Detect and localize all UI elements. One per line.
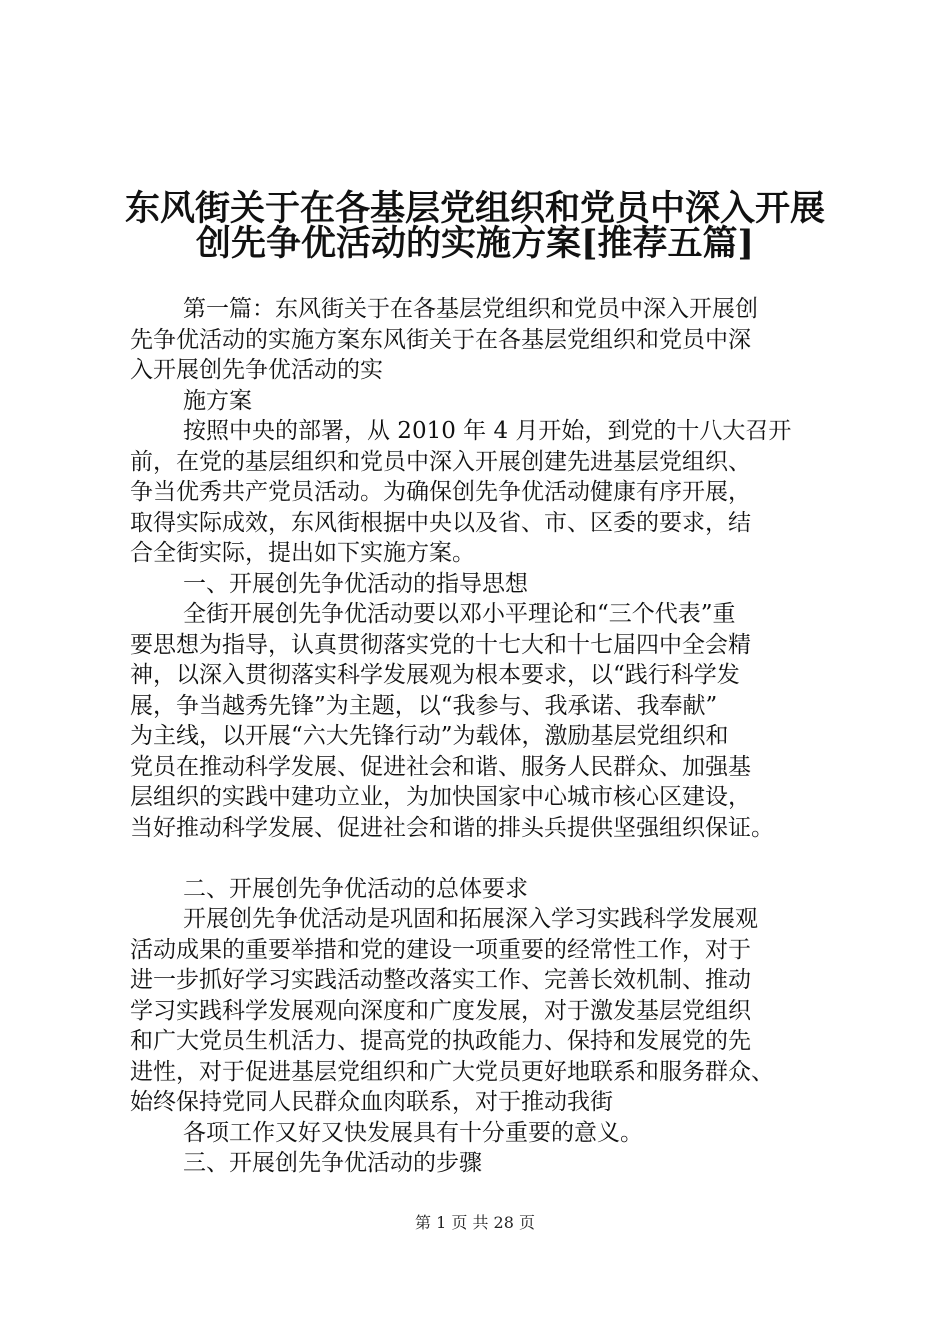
body-line: 神，以深入贯彻落实科学发展观为根本要求，以“践行科学发: [130, 662, 740, 688]
document-body: [130, 294, 840, 1179]
body-line: 当好推动科学发展、促进社会和谐的排头兵提供坚强组织保证。: [130, 814, 774, 841]
body-line: 层组织的实践中建功立业，为加快国家中心城市核心区建设，: [130, 784, 751, 810]
document-title-line-2: 创先争优活动的实施方案[推荐五篇]: [195, 223, 755, 264]
body-line: 进一步抓好学习实践活动整改落实工作、完善长效机制、推动: [130, 967, 751, 993]
body-line: 进性，对于促进基层党组织和广大党员更好地联系和服务群众、: [130, 1058, 774, 1085]
blank-line: [130, 843, 840, 874]
body-line: 一、开展创先争优活动的指导思想: [183, 570, 528, 597]
body-line: 争当优秀共产党员活动。为确保创先争优活动健康有序开展，: [130, 479, 751, 505]
body-line: 各项工作又好又快发展具有十分重要的意义。: [183, 1119, 643, 1146]
body-line: 施方案: [183, 387, 252, 414]
body-line: 和广大党员生机活力、提高党的执政能力、保持和发展党的先: [130, 1028, 751, 1054]
body-line: 展，争当越秀先锋”为主题，以“我参与、我承诺、我奉献”: [130, 692, 718, 719]
body-line: 三、开展创先争优活动的步骤: [183, 1150, 482, 1176]
body-line: 二、开展创先争优活动的总体要求: [183, 875, 528, 902]
body-line: 先争优活动的实施方案东风街关于在各基层党组织和党员中深: [130, 326, 751, 353]
body-line: 学习实践科学发展观向深度和广度发展，对于激发基层党组织: [130, 997, 751, 1024]
body-line: 要思想为指导，认真贯彻落实党的十七大和十七届四中全会精: [130, 631, 751, 658]
body-line: 全街开展创先争优活动要以邓小平理论和“三个代表”重: [183, 601, 736, 627]
body-line: 党员在推动科学发展、促进社会和谐、服务人民群众、加强基: [130, 753, 751, 780]
page-footer: 第 1 页 共 28 页: [415, 1213, 535, 1232]
body-line: 前，在党的基层组织和党员中深入开展创建先进基层党组织、: [130, 448, 751, 475]
body-line: 按照中央的部署，从 2010 年 4 月开始，到党的十八大召开: [183, 418, 792, 444]
body-line: 第一篇：东风街关于在各基层党组织和党员中深入开展创: [183, 296, 758, 322]
body-line: 开展创先争优活动是巩固和拓展深入学习实践科学发展观: [183, 906, 758, 932]
document-title-line-1: 东风街关于在各基层党组织和党员中深入开展: [124, 188, 825, 229]
body-line: 为主线，以开展“六大先锋行动”为载体，激励基层党组织和: [130, 723, 729, 749]
body-line: 入开展创先争优活动的实: [130, 357, 383, 383]
body-line: 取得实际成效，东风街根据中央以及省、市、区委的要求，结: [130, 509, 751, 536]
body-line: 活动成果的重要举措和党的建设一项重要的经常性工作，对于: [130, 936, 751, 963]
body-line: 合全街实际，提出如下实施方案。: [130, 540, 475, 566]
body-line: 始终保持党同人民群众血肉联系，对于推动我街: [130, 1089, 613, 1115]
